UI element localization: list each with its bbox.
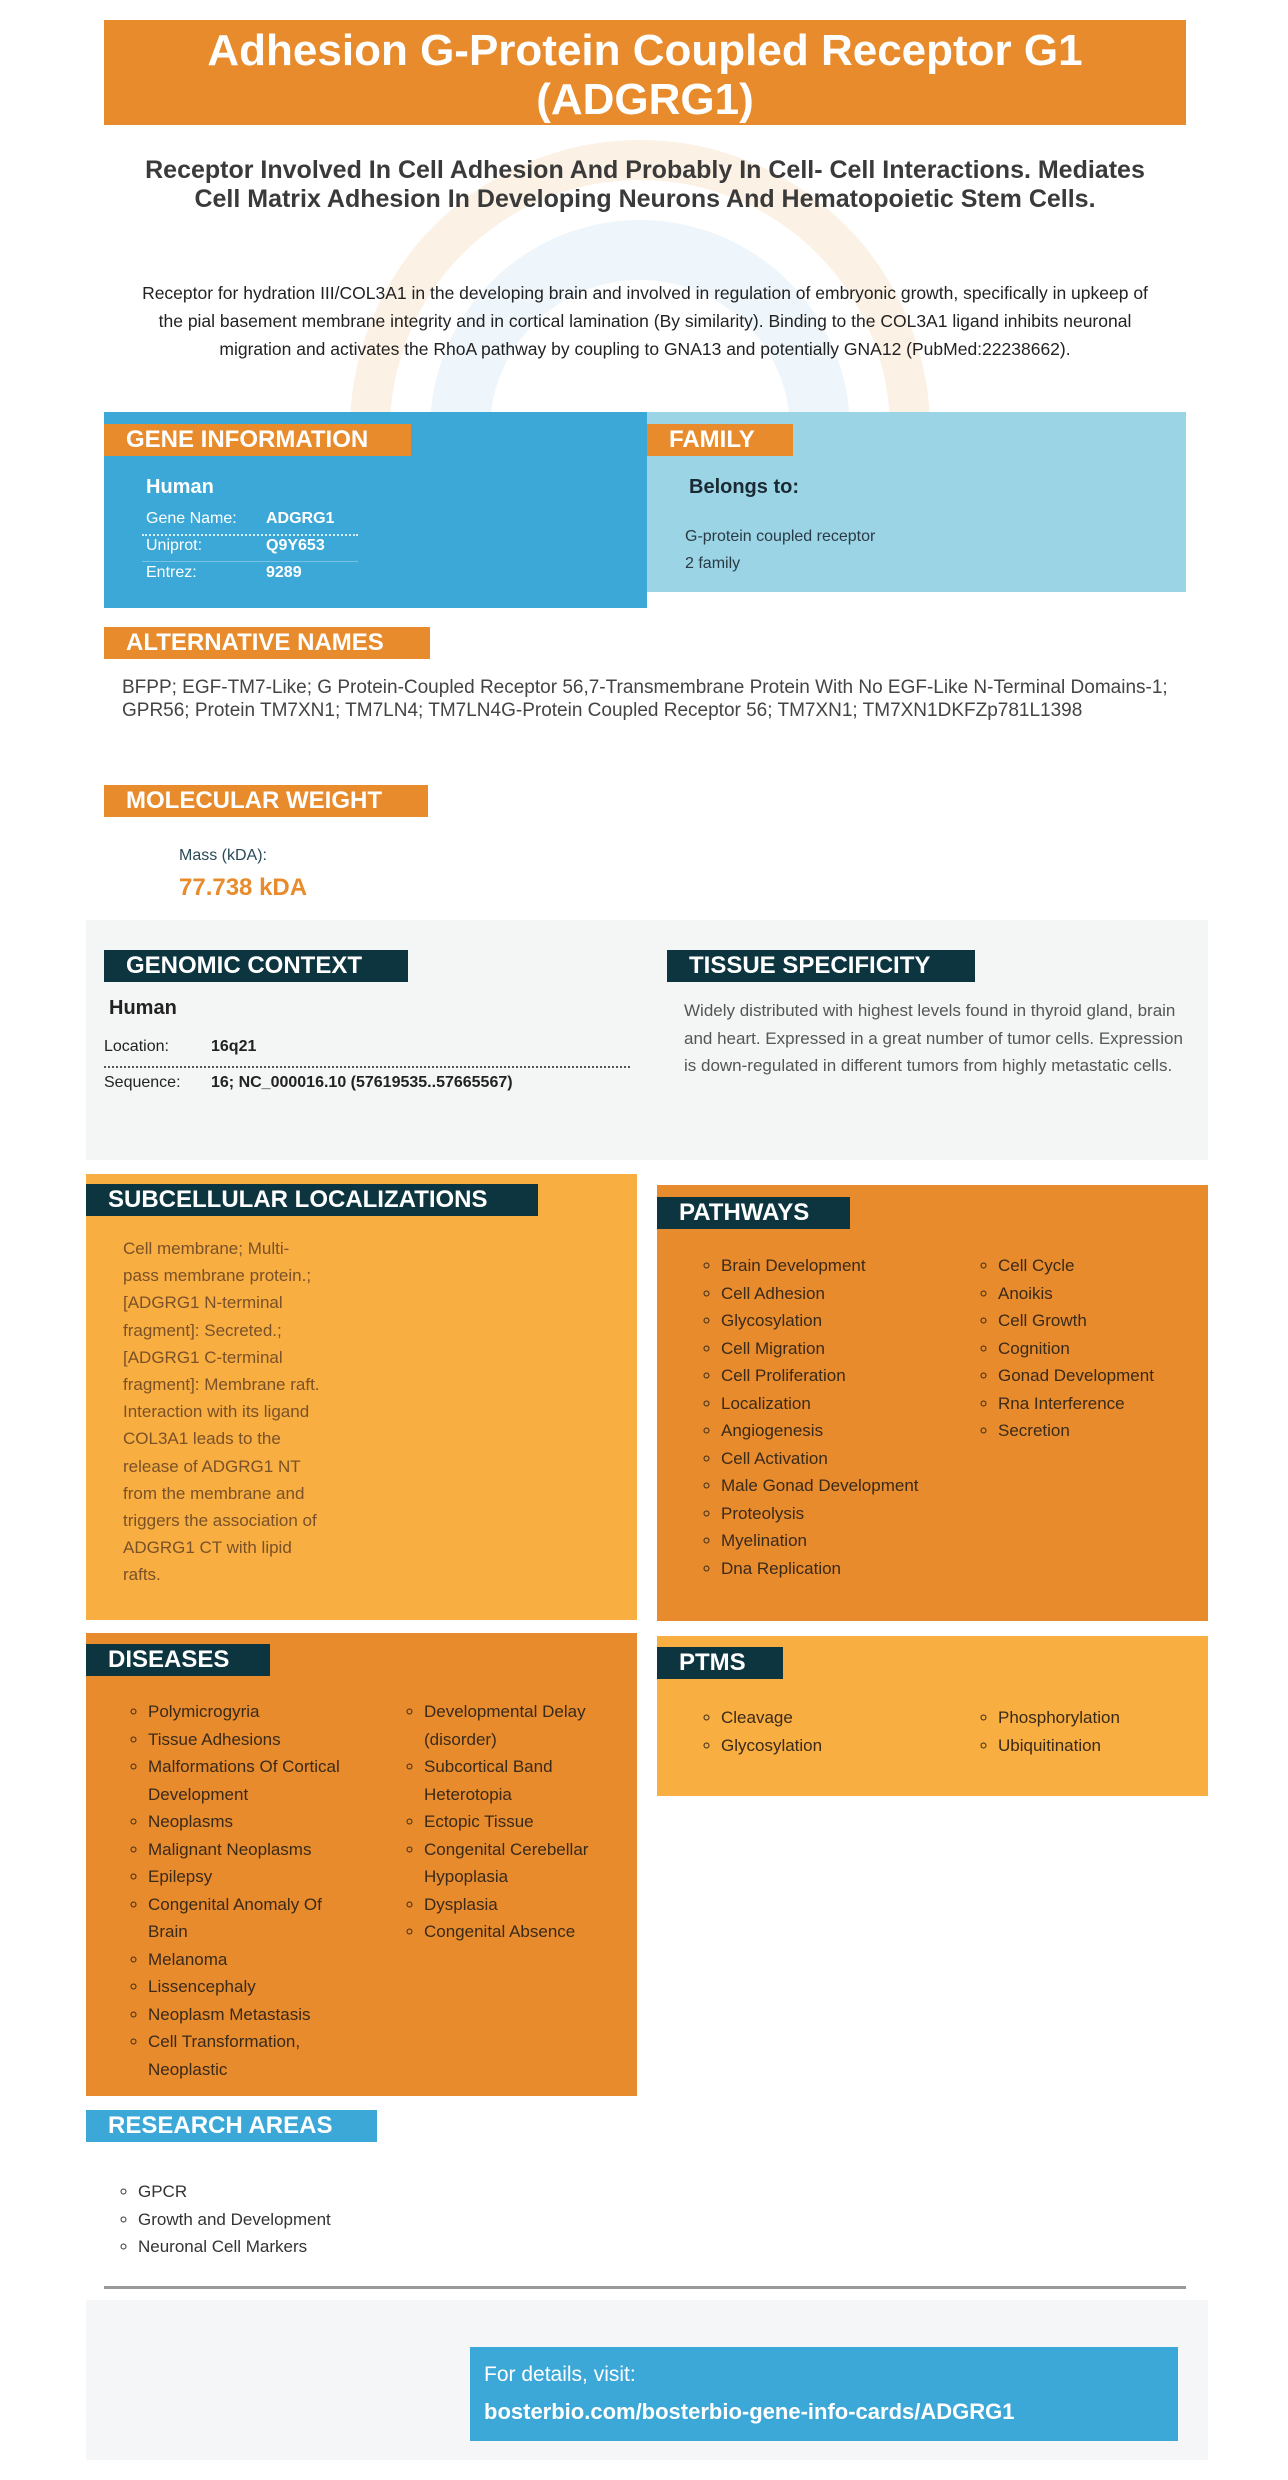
disease-item: ◦ Melanoma <box>148 1946 354 1974</box>
pathway-item: ◦ Localization <box>721 1390 947 1418</box>
disease-item: ◦ Ectopic Tissue <box>424 1808 620 1836</box>
family-belongs-label: Belongs to: <box>689 476 799 498</box>
ptm-item: ◦ Glycosylation <box>721 1732 947 1760</box>
pathways-heading: PATHWAYS <box>657 1197 850 1229</box>
pathway-item: ◦ Secretion <box>998 1417 1204 1445</box>
subcellular-panel <box>86 1174 637 1620</box>
pathway-item: ◦ Cognition <box>998 1335 1204 1363</box>
gene-name-row <box>142 508 358 536</box>
ptm-item: ◦ Ubiquitination <box>998 1732 1204 1760</box>
disease-item: ◦ Malformations Of Cortical Development <box>148 1753 354 1808</box>
molecular-weight-heading: MOLECULAR WEIGHT <box>104 785 428 817</box>
gene-name-value: ADGRG1 <box>266 510 335 527</box>
location-row <box>104 1036 630 1068</box>
disease-item: ◦ Polymicrogyria <box>148 1698 354 1726</box>
uniprot-label: Uniprot: <box>146 537 203 554</box>
details-prompt: For details, visit: <box>484 2363 636 2386</box>
subcellular-text: Cell membrane; Multi-pass membrane protein.; [ADGRG1 N-terminal fragment]: Secreted.; [ADGRG1 C-terminal fragment]: Membrane raft. Interaction with its ligand COL3A1 leads to the release of ADGRG1 NT from the membrane and triggers the association of ADGRG1 CT with lipid rafts. <box>123 1239 320 1585</box>
disease-item: ◦ Neoplasm Metastasis <box>148 2001 354 2029</box>
family-line-1: G-protein coupled receptor <box>685 528 876 545</box>
subcellular-heading: SUBCELLULAR LOCALIZATIONS <box>86 1184 538 1216</box>
tissue-specificity-heading: TISSUE SPECIFICITY <box>667 950 975 982</box>
sequence-value: 16; NC_000016.10 (57619535..57665567) <box>211 1074 513 1091</box>
family-panel <box>647 412 1186 592</box>
ptms-heading: PTMS <box>657 1647 783 1679</box>
research-area-item: ◦ Growth and Development <box>138 2206 514 2234</box>
uniprot-value: Q9Y653 <box>266 537 325 554</box>
gene-name-label: Gene Name: <box>146 510 237 527</box>
ptm-item: ◦ Cleavage <box>721 1704 947 1732</box>
mass-label: Mass (kDA): <box>179 847 267 864</box>
disease-item: ◦ Congenital Anomaly Of Brain <box>148 1891 354 1946</box>
pathways-list-col1 <box>697 1252 947 1582</box>
diseases-heading: DISEASES <box>86 1644 270 1676</box>
protein-function-subtitle: Receptor Involved In Cell Adhesion And Probably In Cell- Cell Interactions. Mediates Cell Matrix Adhesion In Developing Neurons And Hematopoietic Stem Cells. <box>145 156 1145 213</box>
pathway-item: ◦ Cell Migration <box>721 1335 947 1363</box>
pathway-item: ◦ Brain Development <box>721 1252 947 1280</box>
alternative-names-text: BFPP; EGF-TM7-Like; G Protein-Coupled Receptor 56,7-Transmembrane Protein With No EGF-Like N-Terminal Domains-1; GPR56; Protein TM7XN1; TM7LN4; TM7LN4G-Protein Coupled Receptor 56; TM7XN1; TM7XN1DKFZp781L1398 <box>122 677 1168 721</box>
pathway-item: ◦ Myelination <box>721 1527 947 1555</box>
entrez-label: Entrez: <box>146 564 197 581</box>
disease-item: ◦ Congenital Cerebellar Hypoplasia <box>424 1836 620 1891</box>
location-value: 16q21 <box>211 1038 257 1055</box>
entrez-row <box>142 562 358 588</box>
page-title: Adhesion G-Protein Coupled Receptor G1 (ADGRG1) <box>104 20 1186 125</box>
protein-summary: Receptor for hydration III/COL3A1 in the developing brain and involved in regulation of embryonic growth, specifically in upkeep of the pial basement membrane integrity and in cortical lamination (By similarity). Binding to the COL3A1 ligand inhibits neuronal migration and activates the RhoA pathway by coupling to GNA13 and potentially GNA12 (PubMed:22238662). <box>142 283 1148 359</box>
gene-information-panel <box>104 412 647 608</box>
details-link-box[interactable] <box>470 2347 1178 2441</box>
mass-value: 77.738 kDA <box>179 874 308 901</box>
alternative-names-heading: ALTERNATIVE NAMES <box>104 627 430 659</box>
disease-item: ◦ Cell Transformation, Neoplastic <box>148 2028 354 2083</box>
ptm-item: ◦ Phosphorylation <box>998 1704 1204 1732</box>
diseases-list-col1 <box>124 1698 354 2083</box>
disease-item: ◦ Dysplasia <box>424 1891 620 1919</box>
pathways-list-col2 <box>974 1252 1204 1445</box>
research-area-item: ◦ Neuronal Cell Markers <box>138 2233 514 2261</box>
pathway-item: ◦ Anoikis <box>998 1280 1204 1308</box>
pathway-item: ◦ Cell Adhesion <box>721 1280 947 1308</box>
pathway-item: ◦ Gonad Development <box>998 1362 1204 1390</box>
sequence-label: Sequence: <box>104 1074 181 1091</box>
gene-information-heading: GENE INFORMATION <box>104 424 411 456</box>
pathway-item: ◦ Dna Replication <box>721 1555 947 1583</box>
disease-item: ◦ Lissencephaly <box>148 1973 354 2001</box>
gene-species: Human <box>146 476 214 498</box>
location-label: Location: <box>104 1038 169 1055</box>
pathway-item: ◦ Male Gonad Development <box>721 1472 947 1500</box>
pathway-item: ◦ Rna Interference <box>998 1390 1204 1418</box>
pathway-item: ◦ Cell Activation <box>721 1445 947 1473</box>
disease-item: ◦ Congenital Absence <box>424 1918 620 1946</box>
pathway-item: ◦ Cell Growth <box>998 1307 1204 1335</box>
research-areas-list <box>114 2178 514 2261</box>
pathway-item: ◦ Cell Proliferation <box>721 1362 947 1390</box>
pathway-item: ◦ Glycosylation <box>721 1307 947 1335</box>
family-line-2: 2 family <box>685 555 741 572</box>
ptms-list-col2 <box>974 1704 1204 1759</box>
research-area-item: ◦ GPCR <box>138 2178 514 2206</box>
pathways-panel <box>657 1185 1208 1621</box>
sequence-row <box>104 1072 630 1102</box>
pathway-item: ◦ Angiogenesis <box>721 1417 947 1445</box>
genomic-context-heading: GENOMIC CONTEXT <box>104 950 408 982</box>
disease-item: ◦ Malignant Neoplasms <box>148 1836 354 1864</box>
disease-item: ◦ Developmental Delay (disorder) <box>424 1698 620 1753</box>
ptms-panel <box>657 1636 1208 1796</box>
disease-item: ◦ Subcortical Band Heterotopia <box>424 1753 620 1808</box>
pathway-item: ◦ Cell Cycle <box>998 1252 1204 1280</box>
genomic-species: Human <box>109 997 177 1019</box>
disease-item: ◦ Neoplasms <box>148 1808 354 1836</box>
family-heading: FAMILY <box>647 424 793 456</box>
pathway-item: ◦ Proteolysis <box>721 1500 947 1528</box>
disease-item: ◦ Tissue Adhesions <box>148 1726 354 1754</box>
uniprot-row <box>142 535 358 562</box>
entrez-value: 9289 <box>266 564 302 581</box>
tissue-specificity-text: Widely distributed with highest levels found in thyroid gland, brain and heart. Expressed in a great number of tumor cells. Expression is down-regulated in different tumors from highly metastatic cells. <box>684 1001 1183 1075</box>
footer-divider <box>104 2286 1186 2289</box>
details-url-link[interactable]: bosterbio.com/bosterbio-gene-info-cards/ADGRG1 <box>484 2399 1015 2424</box>
disease-item: ◦ Epilepsy <box>148 1863 354 1891</box>
research-areas-heading: RESEARCH AREAS <box>86 2110 377 2142</box>
diseases-panel <box>86 1633 637 2096</box>
diseases-list-col2 <box>400 1698 620 1946</box>
ptms-list-col1 <box>697 1704 947 1759</box>
